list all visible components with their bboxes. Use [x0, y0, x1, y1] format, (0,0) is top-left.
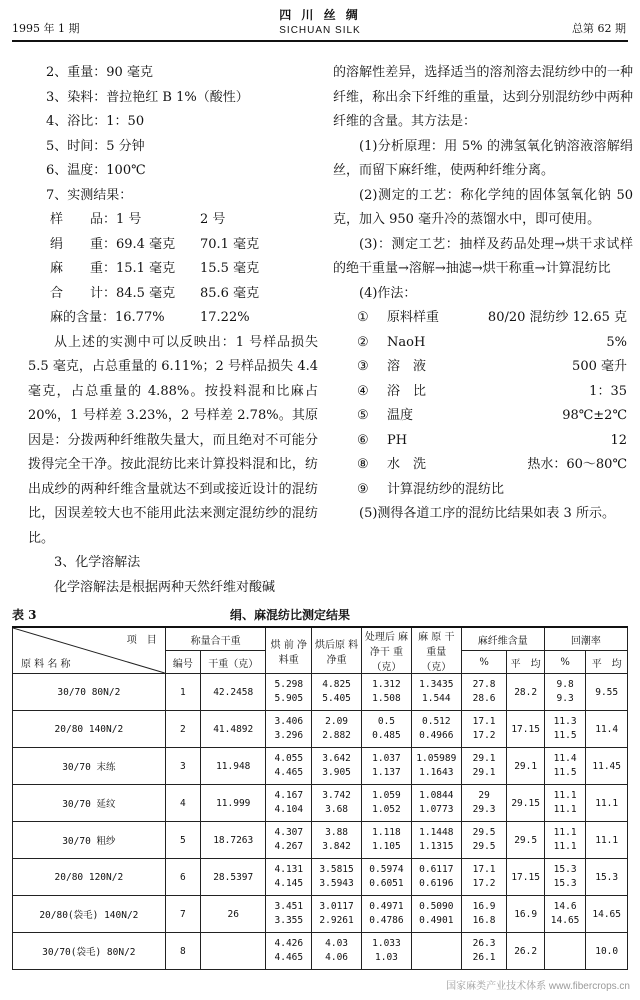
cell-after-net	[312, 674, 362, 711]
cell-moist-pct-value: 11.3	[553, 716, 577, 727]
cell-fiber-avg: 29.5	[507, 822, 544, 859]
cell-moist-pct-value: 9.8	[556, 679, 574, 690]
cell-hemp-dry	[411, 859, 461, 896]
step-number: ③	[357, 359, 369, 374]
cell-number: 2	[165, 711, 200, 748]
step-value: 12	[610, 432, 627, 448]
header-avg: 平 均	[507, 651, 544, 674]
cell-moist-avg: 11.45	[586, 748, 628, 785]
cell-after-net	[312, 933, 362, 970]
cell-roast-net-value: 4.167	[274, 790, 304, 801]
method-process: (2)测定的工艺：称化学纯的固体氢氧化钠 50 克，加入 950 毫升冷的蒸馏水中，即可使用。	[333, 187, 633, 227]
cell-hemp-dry	[411, 711, 461, 748]
right-column	[333, 61, 633, 527]
cell-moist-pct-value: 9.3	[556, 693, 574, 704]
cell-moist-avg: 11.1	[586, 785, 628, 822]
analysis-paragraph: 从上述的实测中可以反映出：1 号样品损失 5.5 毫克，占总重量的 6.11%；2 号样品损失 4.4 毫克，占总重量的 4.88%。按投料混和比麻占 20%，1 号样差 3.23%，2 号样差 2.78%。其原因是：分拨两种纤维散失量大，而且绝对不可能分拨得完全干净。按此混纺比来计算投料混和比，纺出成纱的两种纤维含量就达不到或接近设计的混纺比，因误差较大也不能用此法来测定混纺纱的混纺比。	[28, 334, 318, 546]
cell-hemp-dry	[411, 674, 461, 711]
header-dry: 干重（克）	[201, 651, 266, 674]
cell-fiber-pct-value: 29.1	[472, 753, 496, 764]
cell-treated	[362, 748, 412, 785]
cell-moist-pct-value: 11.5	[553, 730, 577, 741]
cell-fiber-pct-value: 17.2	[472, 730, 496, 741]
cell-treated-value: 1.052	[372, 804, 401, 815]
param-dye: 3、染料：普拉艳红 B 1%（酸性）	[46, 89, 249, 105]
step-value: 1：35	[589, 383, 627, 399]
cell-after-net-value: 3.68	[325, 804, 349, 815]
cell-roast-net-value: 3.406	[274, 716, 304, 727]
cell-treated-value: 0.4971	[369, 901, 404, 912]
cell-moist-pct	[544, 933, 586, 970]
cell-treated	[362, 674, 412, 711]
cell-treated-value: 0.485	[372, 730, 401, 741]
result-value-1: 重：69.4 毫克	[90, 236, 176, 252]
cell-roast-net-value: 3.355	[274, 915, 304, 926]
cell-hemp-dry-value: 0.6117	[419, 864, 454, 875]
cell-after-net-value: 3.5815	[319, 864, 354, 875]
cell-moist-pct	[544, 785, 586, 822]
cell-fiber-pct	[461, 859, 507, 896]
cell-fiber-pct-value: 16.9	[472, 901, 496, 912]
cell-after-net-value: 3.642	[322, 753, 351, 764]
step-number: ⑧	[357, 457, 369, 472]
cell-fiber-pct-value: 26.3	[472, 938, 496, 949]
cell-fiber-avg: 26.2	[507, 933, 544, 970]
cell-fiber-pct-value: 28.6	[472, 693, 496, 704]
cell-treated-value: 1.105	[372, 841, 401, 852]
result-value-2: 85.6 毫克	[200, 285, 260, 301]
cell-hemp-dry-value: 1.0844	[419, 790, 454, 801]
cell-roast-net-value: 4.307	[274, 827, 304, 838]
cell-roast-net-value: 4.465	[274, 952, 304, 963]
cell-after-net-value: 4.03	[325, 938, 349, 949]
cell-hemp-dry-value: 0.5090	[419, 901, 454, 912]
table-row	[13, 711, 628, 748]
cell-roast-net-value: 4.145	[274, 878, 304, 889]
table-row	[13, 822, 628, 859]
param-temperature: 6、温度：100℃	[46, 163, 146, 178]
cell-roast-net	[266, 711, 312, 748]
cell-fiber-avg: 17.15	[507, 859, 544, 896]
cell-moist-pct-value: 14.6	[553, 901, 577, 912]
cell-material-name: 30/70 粗纱	[13, 822, 166, 859]
cell-number: 6	[165, 859, 200, 896]
cell-roast-net	[266, 859, 312, 896]
cell-hemp-dry	[411, 896, 461, 933]
cell-fiber-pct-value: 17.1	[472, 864, 496, 875]
cell-fiber-pct-value: 29.3	[472, 804, 496, 815]
cell-moist-avg: 15.3	[586, 859, 628, 896]
result-label: 合	[50, 285, 64, 301]
header-pct: %	[461, 651, 507, 674]
cell-treated	[362, 785, 412, 822]
cell-fiber-pct	[461, 822, 507, 859]
cell-fiber-pct-value: 17.2	[472, 878, 496, 889]
result-value-1: 重：15.1 毫克	[90, 261, 176, 276]
step-row	[333, 478, 633, 503]
cell-roast-net	[266, 785, 312, 822]
param-weight: 2、重量：90 毫克	[46, 65, 153, 80]
cell-fiber-pct	[461, 674, 507, 711]
param-bath-ratio: 4、浴比：1：50	[46, 114, 145, 129]
table-corner-cell	[13, 627, 166, 674]
step-label: 浴 比	[387, 383, 427, 399]
cell-after-net-value: 3.88	[325, 827, 349, 838]
header-dry-group: 称量合干重	[165, 627, 266, 651]
step-row	[333, 429, 633, 454]
header-no: 编号	[165, 651, 200, 674]
cell-moist-pct-value: 11.5	[553, 767, 577, 778]
cell-material-name: 30/70 末练	[13, 748, 166, 785]
result-row	[28, 233, 318, 258]
cell-roast-net-value: 3.451	[274, 901, 304, 912]
step-value: 98℃±2℃	[562, 408, 627, 423]
method-steps-heading: (4)作法：	[359, 285, 417, 301]
cell-treated-value: 1.508	[372, 693, 401, 704]
issue-label: 1995 年 1 期	[12, 22, 80, 35]
cell-moist-pct	[544, 748, 586, 785]
cell-treated-value: 1.03	[375, 952, 398, 963]
param-results-heading: 7、实测结果：	[46, 187, 133, 203]
cell-treated-value: 1.118	[372, 827, 401, 838]
cell-after-net	[312, 785, 362, 822]
cell-hemp-dry-value: 1.05989	[416, 753, 457, 764]
cell-dry-weight: 18.7263	[201, 822, 266, 859]
cell-material-name: 30/70 延纹	[13, 785, 166, 822]
cell-hemp-dry	[411, 785, 461, 822]
cell-material-name: 20/80 140N/2	[13, 711, 166, 748]
step-value: 热水：60～80℃	[527, 457, 627, 472]
step-row	[333, 404, 633, 429]
cell-after-net-value: 2.9261	[319, 915, 354, 926]
cell-treated-value: 0.4786	[369, 915, 404, 926]
cell-moist-pct-value: 11.1	[553, 790, 577, 801]
cell-fiber-pct	[461, 748, 507, 785]
cell-fiber-pct-value: 29	[478, 790, 490, 801]
step-row	[333, 380, 633, 405]
step-number: ④	[357, 383, 369, 399]
cell-hemp-dry-value: 1.1315	[419, 841, 454, 852]
cell-number: 1	[165, 674, 200, 711]
journal-title-en: SICHUAN SILK	[279, 25, 361, 36]
hemp-content-2: 17.22%	[200, 310, 250, 325]
result-value-2: 2 号	[200, 212, 226, 227]
cell-fiber-pct-value: 29.5	[472, 827, 496, 838]
table-row	[13, 896, 628, 933]
step-row	[333, 331, 633, 356]
step-row	[333, 306, 633, 331]
cell-treated	[362, 933, 412, 970]
header-roast-net: 烘 前 净料重	[266, 627, 312, 674]
cell-moist-pct-value: 15.3	[553, 864, 577, 875]
cell-after-net-value: 2.09	[325, 716, 349, 727]
cell-dry-weight: 41.4892	[201, 711, 266, 748]
header-rule	[12, 40, 628, 42]
results-reference: (5)测得各道工序的混纺比结果如表 3 所示。	[359, 506, 615, 521]
cell-material-name: 20/80(袋毛) 140N/2	[13, 896, 166, 933]
cell-fiber-pct	[461, 896, 507, 933]
step-label: PH	[387, 432, 408, 448]
hemp-content-1: 麻的含量：16.77%	[50, 310, 165, 325]
table-header-row	[13, 627, 628, 651]
cell-after-net-value: 3.905	[322, 767, 351, 778]
chemical-intro-paragraph: 化学溶解法是根据两种天然纤维对酸碱	[54, 579, 276, 595]
cell-after-net	[312, 822, 362, 859]
cell-moist-pct	[544, 822, 586, 859]
result-value-1: 计：84.5 毫克	[90, 285, 176, 301]
cell-treated	[362, 822, 412, 859]
cell-roast-net	[266, 896, 312, 933]
step-value: 80/20 混纺纱 12.65 克	[487, 310, 627, 325]
cell-fiber-pct	[461, 711, 507, 748]
table-body	[13, 674, 628, 970]
watermark: 国家麻类产业技术体系 www.fibercrops.cn	[446, 981, 630, 992]
cell-fiber-avg: 29.1	[507, 748, 544, 785]
cell-roast-net-value: 4.465	[274, 767, 304, 778]
cell-fiber-pct	[461, 933, 507, 970]
step-label: NaoH	[387, 334, 426, 350]
header-after-net: 烘后原 料净重	[312, 627, 362, 674]
cell-hemp-dry	[411, 822, 461, 859]
header-fiber-group: 麻纤维含量	[461, 627, 544, 651]
cell-dry-weight: 11.948	[201, 748, 266, 785]
cell-dry-weight: 42.2458	[201, 674, 266, 711]
step-value: 500 毫升	[572, 359, 627, 374]
cell-hemp-dry	[411, 933, 461, 970]
cell-moist-pct-value: 11.4	[553, 753, 577, 764]
cell-fiber-avg: 17.15	[507, 711, 544, 748]
cell-dry-weight	[201, 933, 266, 970]
cell-after-net-value: 4.825	[322, 679, 351, 690]
cell-roast-net-value: 4.055	[274, 753, 304, 764]
step-label: 温度	[387, 408, 414, 423]
cell-moist-pct-value: 11.1	[553, 804, 577, 815]
step-number: ②	[357, 334, 369, 350]
table-row	[13, 674, 628, 711]
cell-roast-net	[266, 674, 312, 711]
cell-roast-net	[266, 933, 312, 970]
blend-ratio-table	[12, 626, 628, 970]
result-value-1: 品：1 号	[90, 212, 142, 227]
cell-after-net	[312, 896, 362, 933]
continued-paragraph: 的溶解性差异，选择适当的溶剂溶去混纺纱中的一种纤维，称出余下纤维的重量，达到分别混纺纱中两种纤维的含量。其方法是：	[333, 65, 633, 129]
table-row	[13, 933, 628, 970]
step-value: 5%	[606, 334, 627, 350]
cell-number: 4	[165, 785, 200, 822]
cell-hemp-dry-value: 0.6196	[419, 878, 454, 889]
cell-after-net	[312, 711, 362, 748]
cell-material-name: 20/80 120N/2	[13, 859, 166, 896]
journal-title	[250, 8, 390, 38]
cell-after-net-value: 3.842	[322, 841, 351, 852]
step-row	[333, 355, 633, 380]
cell-moist-pct-value: 11.1	[553, 841, 577, 852]
cell-roast-net-value: 5.905	[274, 693, 304, 704]
cell-treated-value: 1.037	[372, 753, 401, 764]
step-number: ①	[357, 310, 369, 325]
cell-after-net-value: 3.0117	[319, 901, 354, 912]
cell-fiber-avg: 29.15	[507, 785, 544, 822]
cell-after-net-value: 2.882	[322, 730, 351, 741]
cell-fiber-pct-value: 27.8	[472, 679, 496, 690]
cell-fiber-pct	[461, 785, 507, 822]
cell-treated-value: 0.5	[377, 716, 396, 727]
cell-moist-pct-value: 11.1	[553, 827, 577, 838]
left-column	[28, 61, 318, 600]
cell-moist-pct	[544, 674, 586, 711]
step-label: 水 洗	[387, 457, 427, 472]
result-row	[28, 208, 318, 233]
result-label: 麻	[50, 261, 64, 276]
cell-after-net	[312, 748, 362, 785]
cell-hemp-dry-value: 1.3435	[419, 679, 454, 690]
step-label: 溶 液	[387, 359, 427, 374]
cell-moist-avg: 11.1	[586, 822, 628, 859]
cell-fiber-pct-value: 17.1	[472, 716, 496, 727]
result-label: 绢	[50, 236, 64, 252]
cell-treated-value: 1.312	[372, 679, 401, 690]
cell-fiber-avg: 16.9	[507, 896, 544, 933]
cell-treated	[362, 711, 412, 748]
table-row	[13, 748, 628, 785]
cell-number: 3	[165, 748, 200, 785]
cell-roast-net	[266, 748, 312, 785]
cell-hemp-dry-value: 0.4901	[419, 915, 454, 926]
cell-moist-pct	[544, 859, 586, 896]
hemp-content-row	[28, 306, 318, 331]
cell-roast-net-value: 5.298	[274, 679, 304, 690]
result-value-2: 70.1 毫克	[200, 236, 260, 252]
cell-moist-avg: 11.4	[586, 711, 628, 748]
cell-material-name: 30/70(袋毛) 80N/2	[13, 933, 166, 970]
table-row	[13, 785, 628, 822]
cell-fiber-avg: 28.2	[507, 674, 544, 711]
cell-material-name: 30/70 80N/2	[13, 674, 166, 711]
cell-after-net-value: 4.06	[325, 952, 349, 963]
total-issue-label: 总第 62 期	[572, 22, 626, 35]
result-value-2: 15.5 毫克	[200, 261, 260, 276]
cell-roast-net-value: 4.104	[274, 804, 304, 815]
cell-roast-net	[266, 822, 312, 859]
cell-moist-pct	[544, 711, 586, 748]
result-label: 样	[50, 212, 64, 227]
corner-top-label: 项 目	[126, 635, 157, 646]
cell-number: 5	[165, 822, 200, 859]
cell-hemp-dry-value: 0.512	[422, 716, 451, 727]
table-row	[13, 859, 628, 896]
cell-hemp-dry-value: 0.4966	[419, 730, 454, 741]
cell-fiber-pct-value: 29.1	[472, 767, 496, 778]
cell-dry-weight: 28.5397	[201, 859, 266, 896]
method-procedure: (3)：测定工艺：抽样及药品处理→烘干求试样的绝干重量→溶解→抽滤→烘干称重→计算混纺比	[333, 236, 633, 276]
corner-bottom-label: 原 料 名 称	[21, 659, 71, 670]
cell-treated-value: 0.6051	[369, 878, 404, 889]
cell-moist-avg: 10.0	[586, 933, 628, 970]
cell-roast-net-value: 4.267	[274, 841, 304, 852]
cell-treated	[362, 896, 412, 933]
cell-treated-value: 1.059	[372, 790, 401, 801]
table-label: 表 3	[12, 608, 37, 622]
cell-treated-value: 1.033	[372, 938, 401, 949]
cell-treated	[362, 859, 412, 896]
step-number: ⑥	[357, 432, 369, 448]
step-label: 计算混纺纱的混纺比	[387, 481, 505, 497]
header-mpct: %	[544, 651, 586, 674]
cell-hemp-dry-value: 1.1448	[419, 827, 454, 838]
step-number: ⑤	[357, 408, 369, 423]
cell-moist-pct-value: 14.65	[550, 915, 580, 926]
header-moist-group: 回潮率	[544, 627, 627, 651]
cell-hemp-dry-value: 1.1643	[419, 767, 454, 778]
journal-title-cn: 四 川 丝 绸	[279, 8, 361, 22]
cell-hemp-dry-value: 1.544	[422, 693, 451, 704]
cell-moist-pct-value: 15.3	[553, 878, 577, 889]
header-mavg: 平 均	[586, 651, 628, 674]
step-row	[333, 453, 633, 478]
result-row	[28, 282, 318, 307]
cell-after-net-value: 3.5943	[319, 878, 354, 889]
cell-number: 8	[165, 933, 200, 970]
section-heading-chemical: 3、化学溶解法	[54, 555, 141, 570]
cell-moist-avg: 14.65	[586, 896, 628, 933]
table-title: 绢、麻混纺比测定结果	[230, 608, 351, 622]
cell-treated-value: 0.5974	[369, 864, 404, 875]
cell-after-net-value: 5.405	[322, 693, 351, 704]
cell-dry-weight: 11.999	[201, 785, 266, 822]
cell-moist-pct	[544, 896, 586, 933]
cell-moist-avg: 9.55	[586, 674, 628, 711]
cell-roast-net-value: 3.296	[274, 730, 304, 741]
cell-treated-value: 1.137	[372, 767, 401, 778]
header-treated: 处理后 麻净干 重（克）	[362, 627, 412, 674]
result-row	[28, 257, 318, 282]
method-principle: (1)分析原理：用 5% 的沸氢氧化钠溶液溶解绢丝，而留下麻纤维，使两种纤维分离。	[333, 138, 633, 178]
step-number: ⑨	[357, 481, 369, 497]
cell-fiber-pct-value: 29.5	[472, 841, 496, 852]
cell-roast-net-value: 4.131	[274, 864, 304, 875]
step-value	[607, 478, 633, 503]
cell-fiber-pct-value: 16.8	[472, 915, 496, 926]
cell-hemp-dry	[411, 748, 461, 785]
cell-hemp-dry-value: 1.0773	[419, 804, 454, 815]
cell-after-net	[312, 859, 362, 896]
param-time: 5、时间：5 分钟	[46, 138, 145, 154]
cell-after-net-value: 3.742	[322, 790, 351, 801]
cell-number: 7	[165, 896, 200, 933]
step-label: 原料样重	[387, 310, 440, 325]
cell-dry-weight: 26	[201, 896, 266, 933]
header-hemp-dry: 麻 原 干重量 （克）	[411, 627, 461, 674]
cell-fiber-pct-value: 26.1	[472, 952, 496, 963]
cell-roast-net-value: 4.426	[274, 938, 304, 949]
